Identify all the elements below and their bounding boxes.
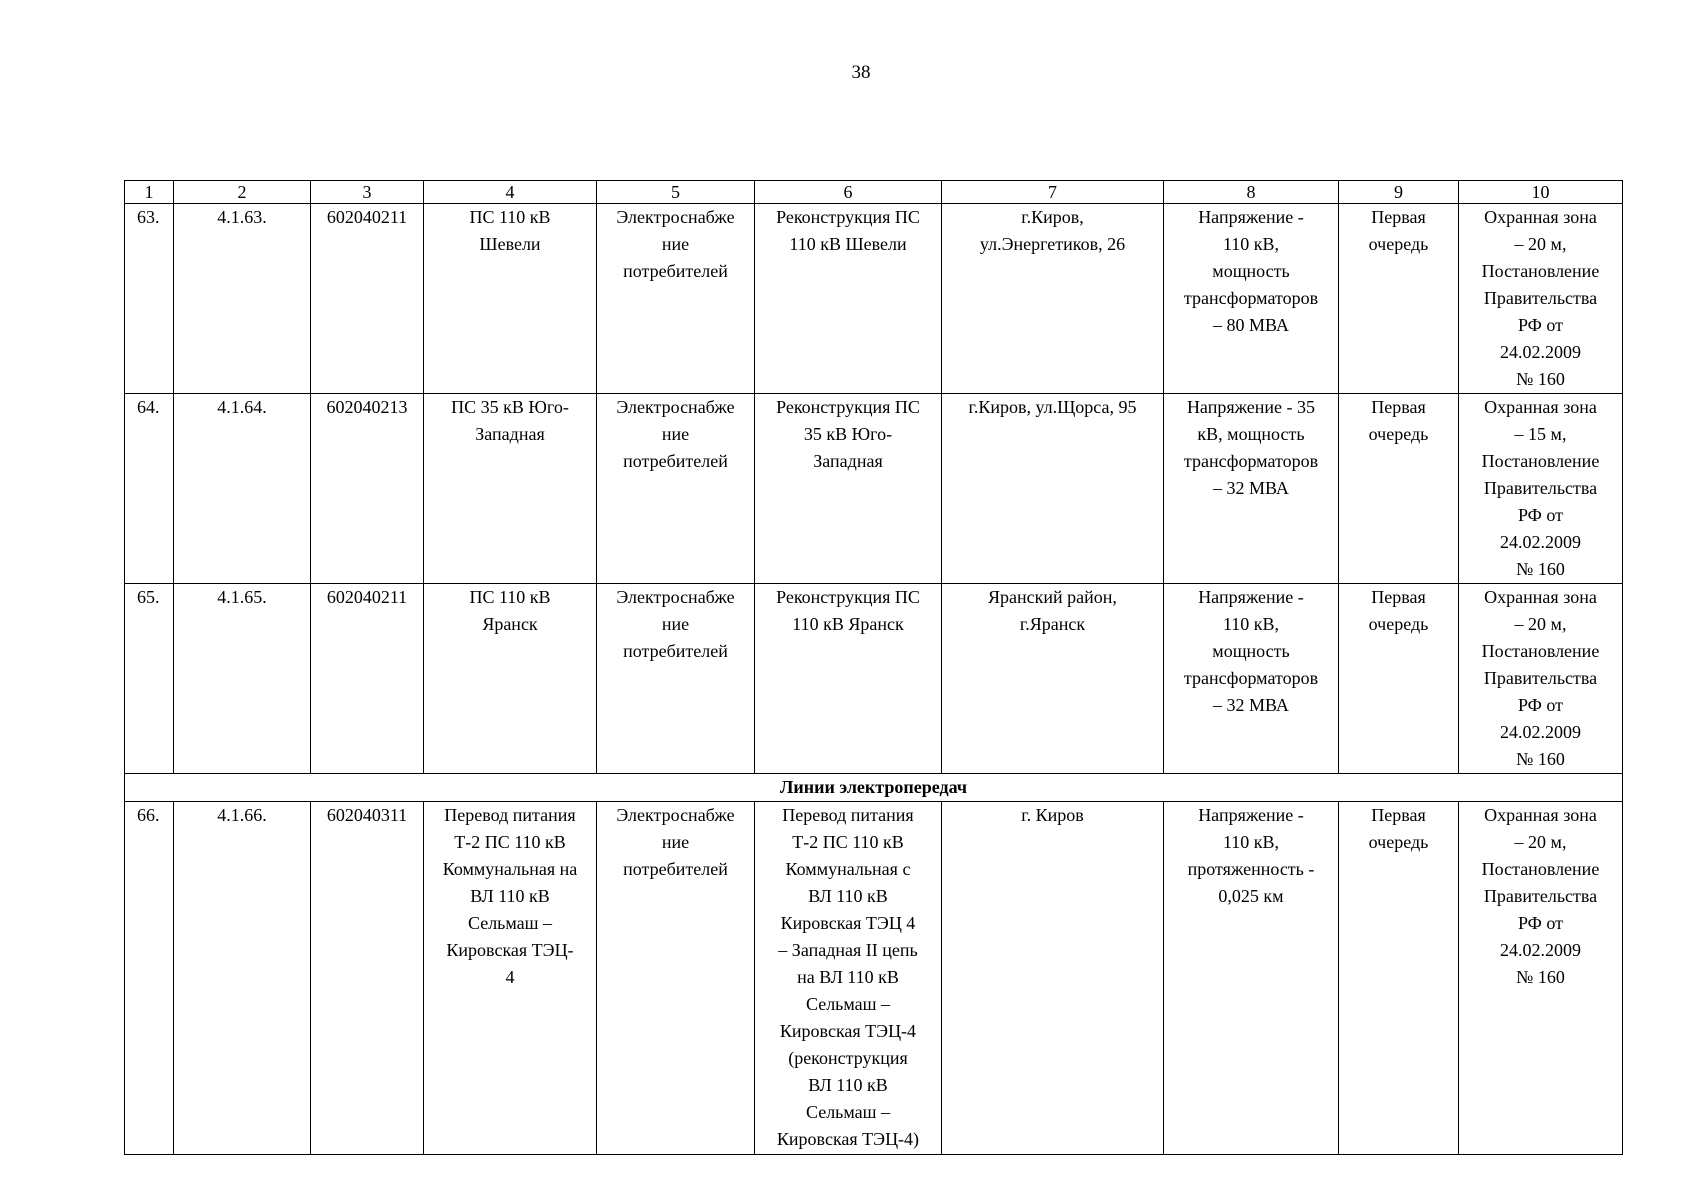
object-name: ПС 110 кВ Шевели (424, 204, 597, 394)
row-number: 64. (125, 394, 174, 584)
column-number: 2 (174, 181, 311, 204)
protection-zone: Охранная зона – 20 м, Постановление Правительства РФ от 24.02.2009 № 160 (1459, 802, 1623, 1155)
column-number-row (125, 181, 1623, 204)
stage: Первая очередь (1339, 584, 1459, 774)
column-number: 9 (1339, 181, 1459, 204)
item-code: 4.1.66. (174, 802, 311, 1155)
location: г.Киров, ул.Энергетиков, 26 (942, 204, 1164, 394)
table-row (125, 584, 1623, 774)
column-number: 3 (311, 181, 424, 204)
register-table (124, 180, 1623, 1155)
column-number: 10 (1459, 181, 1623, 204)
column-number: 5 (597, 181, 755, 204)
protection-zone: Охранная зона – 20 м, Постановление Правительства РФ от 24.02.2009 № 160 (1459, 204, 1623, 394)
object-name: ПС 35 кВ Юго- Западная (424, 394, 597, 584)
location: г. Киров (942, 802, 1164, 1155)
column-number: 1 (125, 181, 174, 204)
column-number: 8 (1164, 181, 1339, 204)
characteristics: Напряжение - 110 кВ, мощность трансформаторов – 32 МВА (1164, 584, 1339, 774)
row-number: 66. (125, 802, 174, 1155)
purpose: Электроснабже ние потребителей (597, 802, 755, 1155)
characteristics: Напряжение - 110 кВ, протяженность - 0,025 км (1164, 802, 1339, 1155)
object-name: ПС 110 кВ Яранск (424, 584, 597, 774)
column-number: 6 (755, 181, 942, 204)
work-type: Реконструкция ПС 110 кВ Яранск (755, 584, 942, 774)
column-number: 7 (942, 181, 1164, 204)
object-code: 602040213 (311, 394, 424, 584)
stage: Первая очередь (1339, 802, 1459, 1155)
row-number: 63. (125, 204, 174, 394)
column-number: 4 (424, 181, 597, 204)
work-type: Реконструкция ПС 35 кВ Юго- Западная (755, 394, 942, 584)
location: г.Киров, ул.Щорса, 95 (942, 394, 1164, 584)
object-code: 602040211 (311, 204, 424, 394)
purpose: Электроснабже ние потребителей (597, 394, 755, 584)
item-code: 4.1.64. (174, 394, 311, 584)
work-type: Реконструкция ПС 110 кВ Шевели (755, 204, 942, 394)
row-number: 65. (125, 584, 174, 774)
object-name: Перевод питания Т-2 ПС 110 кВ Коммунальная на ВЛ 110 кВ Сельмаш – Кировская ТЭЦ- 4 (424, 802, 597, 1155)
object-code: 602040311 (311, 802, 424, 1155)
location: Яранский район, г.Яранск (942, 584, 1164, 774)
table-row (125, 204, 1623, 394)
section-row (125, 774, 1623, 802)
purpose: Электроснабже ние потребителей (597, 204, 755, 394)
item-code: 4.1.63. (174, 204, 311, 394)
section-title: Линии электропередач (125, 774, 1623, 802)
object-code: 602040211 (311, 584, 424, 774)
characteristics: Напряжение - 35 кВ, мощность трансформаторов – 32 МВА (1164, 394, 1339, 584)
stage: Первая очередь (1339, 204, 1459, 394)
table-row (125, 802, 1623, 1155)
protection-zone: Охранная зона – 15 м, Постановление Правительства РФ от 24.02.2009 № 160 (1459, 394, 1623, 584)
work-type: Перевод питания Т-2 ПС 110 кВ Коммунальная с ВЛ 110 кВ Кировская ТЭЦ 4 – Западная II цепь на ВЛ 110 кВ Сельмаш – Кировская ТЭЦ-4 (реконструкция ВЛ 110 кВ Сельмаш – Кировская ТЭЦ-4) (755, 802, 942, 1155)
table-row (125, 394, 1623, 584)
characteristics: Напряжение - 110 кВ, мощность трансформаторов – 80 МВА (1164, 204, 1339, 394)
item-code: 4.1.65. (174, 584, 311, 774)
purpose: Электроснабже ние потребителей (597, 584, 755, 774)
page-number: 38 (851, 62, 871, 83)
stage: Первая очередь (1339, 394, 1459, 584)
protection-zone: Охранная зона – 20 м, Постановление Правительства РФ от 24.02.2009 № 160 (1459, 584, 1623, 774)
